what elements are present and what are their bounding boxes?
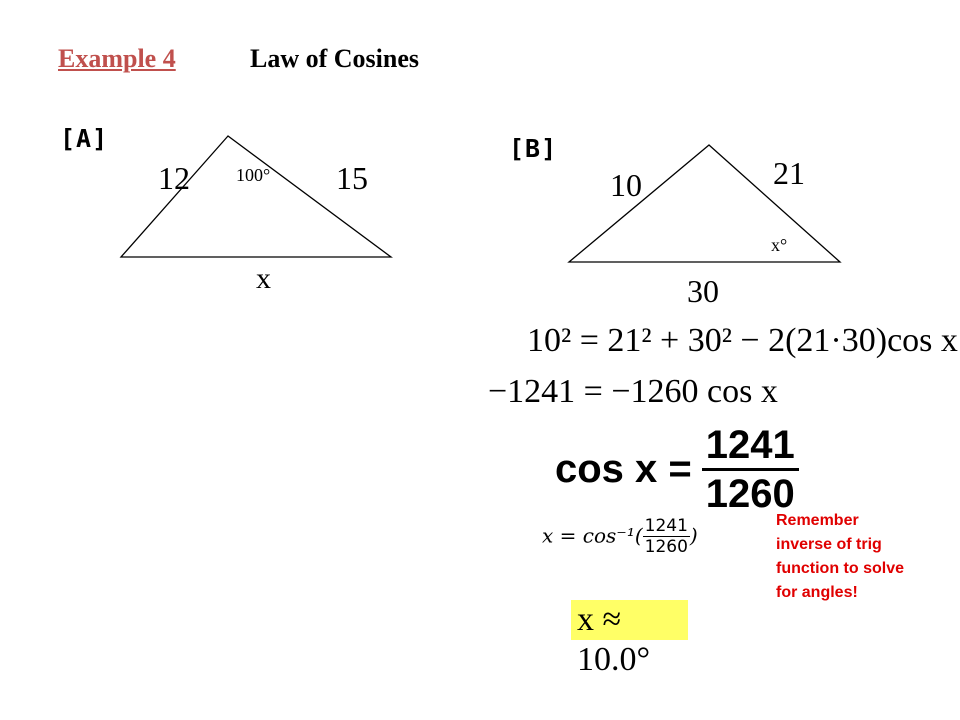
inverse-cos-close: ) [689,523,698,548]
triangle-a-side-left: 12 [158,160,190,196]
triangle-a-unknown: x [256,262,271,295]
part-a-label: [A] [60,124,109,153]
inverse-cos-numerator: 1241 [644,516,688,536]
example-label: Example 4 [58,44,176,73]
final-answer: x ≈ 10.0° [571,600,688,640]
page-title: Law of Cosines [250,44,420,73]
triangle-b-side-left: 10 [610,167,642,203]
fraction-1241-1260 [702,424,799,515]
equation-inverse-cos [542,516,698,558]
part-b-label: [B] [509,134,558,163]
triangle-b-angle: x° [771,235,788,255]
triangle-a-angle: 100° [236,165,271,185]
inverse-cos-denominator: 1260 [644,537,688,558]
equation-law-of-cosines: 10² = 21² + 30² − 2(21·30)cos x [527,322,958,359]
inverse-cos-lhs: x = cos⁻¹( [542,523,643,548]
triangle-b-side-bottom: 30 [687,273,719,309]
fraction-numerator: 1241 [702,424,799,471]
equation-simplified: −1241 = −1260 cos x [488,373,778,410]
triangle-b-side-right: 21 [773,155,805,191]
triangle-a-side-right: 15 [336,160,368,196]
reminder-note: Remember inverse of trig function to solve for angles! [776,512,904,601]
equation-cos-lhs: cos x = [555,447,692,491]
fraction-denominator: 1260 [705,472,795,516]
inverse-cos-fraction [643,516,690,558]
equation-cos-fraction [555,424,799,515]
